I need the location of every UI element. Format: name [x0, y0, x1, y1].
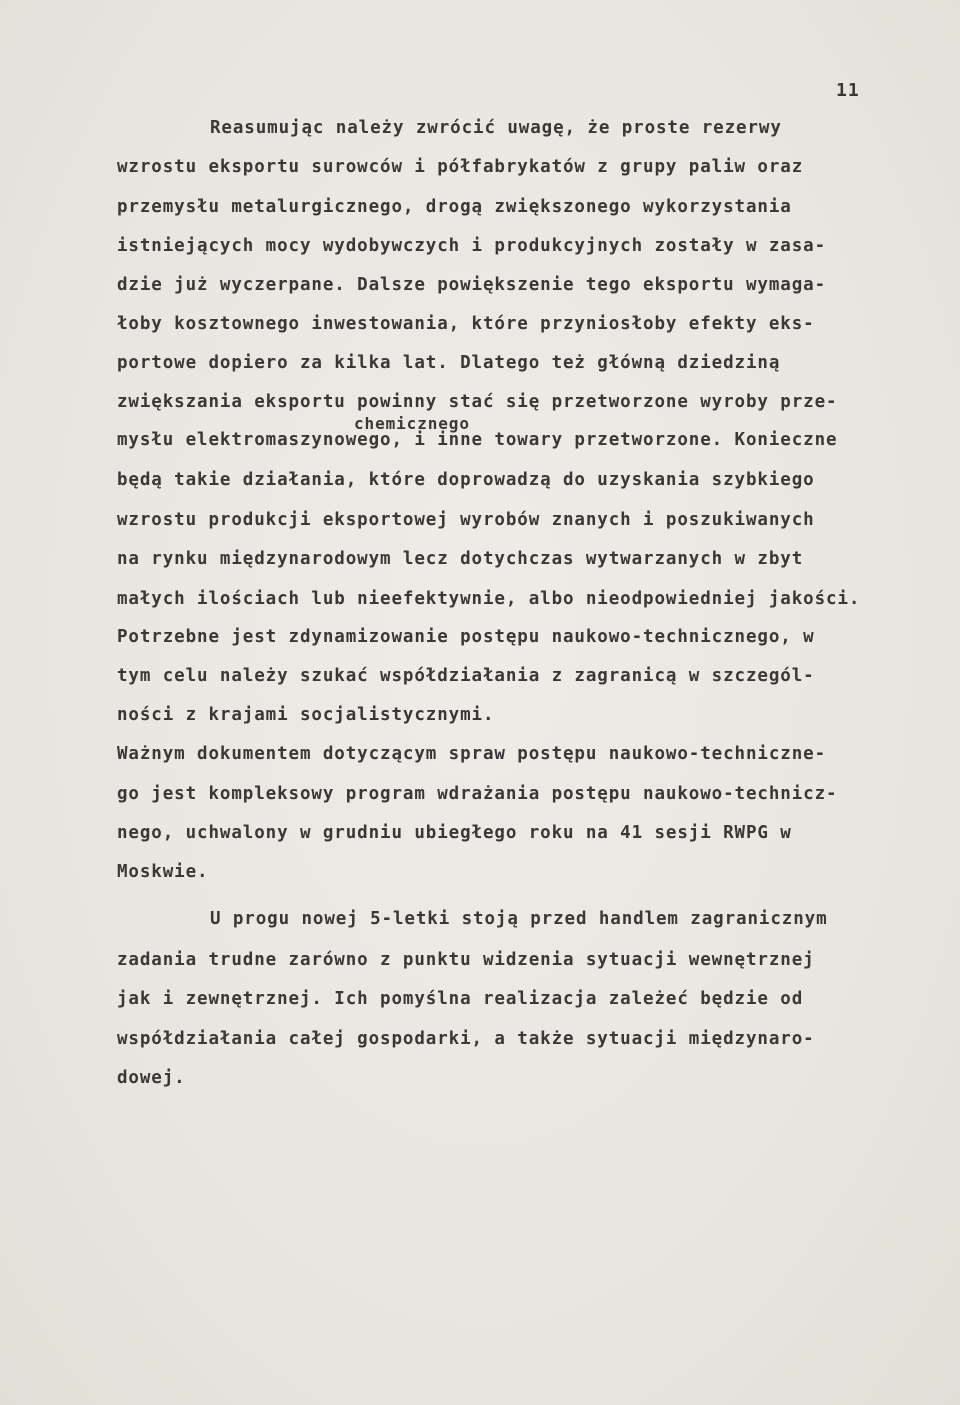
text-line-12: na rynku międzynarodowym lecz dotychczas wytwarzanych w zbyt [117, 549, 804, 569]
text-line-10: będą takie działania, które doprowadzą do uzyskania szybkiego [117, 470, 815, 490]
text-line-15: tym celu należy szukać współdziałania z zagranicą w szczegól- [117, 666, 815, 686]
text-line-17: Ważnym dokumentem dotyczącym spraw postępu naukowo-techniczne- [117, 744, 827, 764]
text-line-24: współdziałania całej gospodarki, a także sytuacji międzynaro- [117, 1029, 815, 1049]
text-line-18: go jest kompleksowy program wdrażania postępu naukowo-technicz- [117, 784, 838, 804]
text-line-23: jak i zewnętrznej. Ich pomyślna realizacja zależeć będzie od [117, 989, 804, 1009]
text-line-5: dzie już wyczerpane. Dalsze powiększenie tego eksportu wymaga- [117, 275, 827, 295]
text-line-4: istniejących mocy wydobywczych i produkcyjnych zostały w zasa- [117, 236, 827, 256]
text-line-8: zwiększania eksportu powinny stać się przetworzone wyroby prze- [117, 392, 838, 412]
text-line-11: wzrostu produkcji eksportowej wyrobów znanych i poszukiwanych [117, 510, 815, 530]
text-line-2: wzrostu eksportu surowców i półfabrykatów z grupy paliw oraz [117, 157, 804, 177]
text-line-22: zadania trudne zarówno z punktu widzenia sytuacji wewnętrznej [117, 950, 815, 970]
text-line-14: Potrzebne jest zdynamizowanie postępu naukowo-technicznego, w [117, 627, 815, 647]
text-line-21: U progu nowej 5-letki stoją przed handlem zagranicznym [210, 909, 828, 929]
text-line-25: dowej. [117, 1068, 186, 1088]
text-line-19: nego, uchwalony w grudniu ubiegłego roku na 41 sesji RWPG w [117, 823, 792, 843]
page-number: 11 [836, 80, 860, 101]
text-line-13: małych ilościach lub nieefektywnie, albo nieodpowiedniej jakości. [117, 589, 861, 609]
text-line-16: ności z krajami socjalistycznymi. [117, 705, 495, 725]
text-line-1: Reasumując należy zwrócić uwagę, że proste rezerwy [210, 118, 782, 138]
handwritten-insertion: chemicznego [354, 414, 470, 433]
text-line-3: przemysłu metalurgicznego, drogą zwiększonego wykorzystania [117, 197, 792, 217]
text-line-7: portowe dopiero za kilka lat. Dlatego też główną dziedziną [117, 353, 781, 373]
text-line-9: mysłu elektromaszynowego, i inne towary przetworzone. Konieczne [117, 430, 838, 450]
text-line-6: łoby kosztownego inwestowania, które przyniosłoby efekty eks- [117, 314, 815, 334]
text-line-20: Moskwie. [117, 862, 209, 882]
